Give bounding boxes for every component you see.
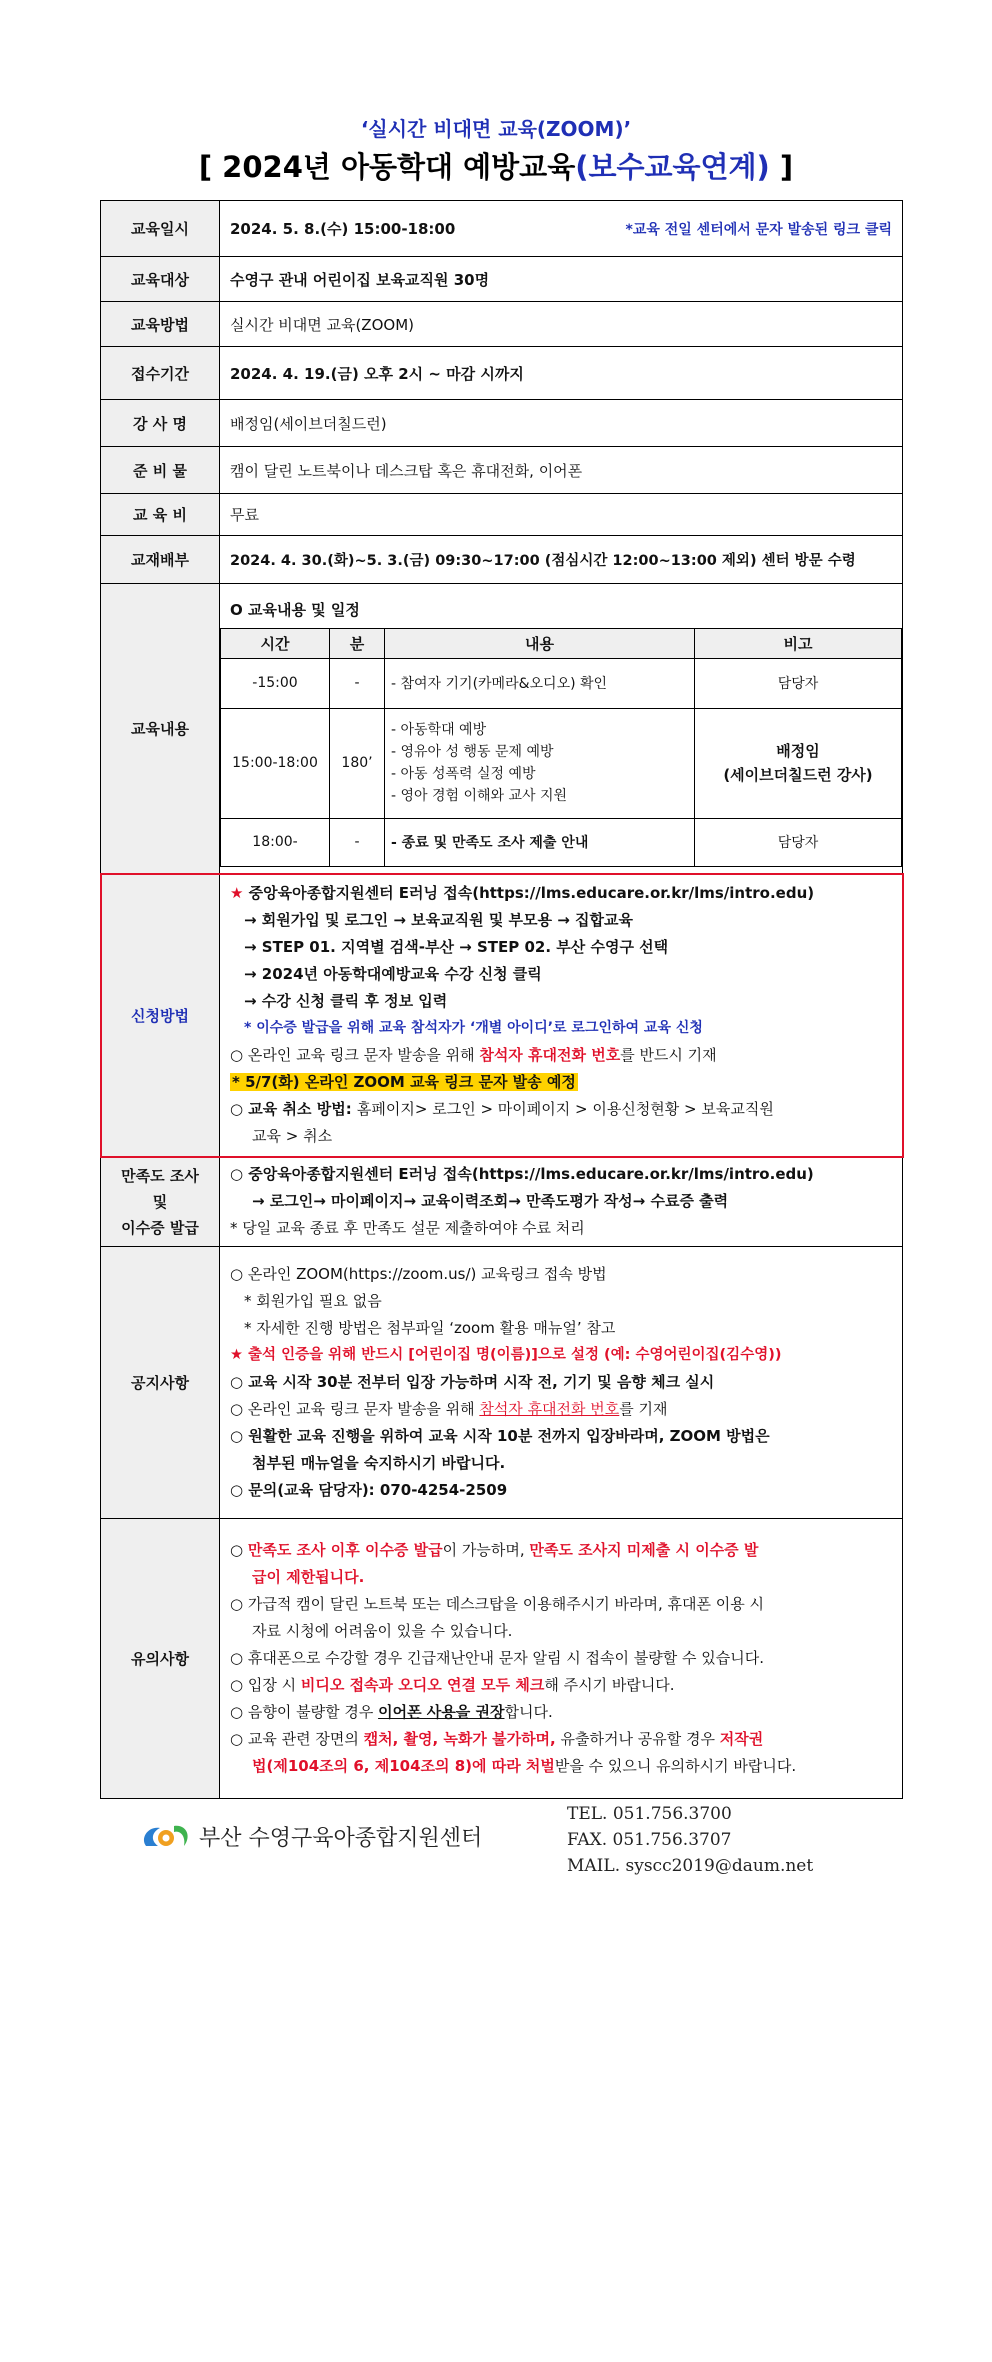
caution-3: ○ 휴대폰으로 수강할 경우 긴급재난안내 문자 알림 시 접속이 불량할 수 있습니다. bbox=[230, 1649, 764, 1667]
value-method: 실시간 비대면 교육(ZOOM) bbox=[220, 302, 903, 347]
survey-note: * 당일 교육 종료 후 만족도 설문 제출하여야 수료 처리 bbox=[230, 1219, 585, 1237]
cell-note: 담당자 bbox=[695, 658, 902, 708]
caution-5c: 합니다. bbox=[504, 1703, 553, 1721]
cell-time: 15:00-18:00 bbox=[221, 708, 330, 818]
row-period bbox=[101, 347, 903, 400]
notice-line-2: * 회원가입 필요 없음 bbox=[244, 1292, 382, 1310]
cell-note: 담당자 bbox=[695, 818, 902, 866]
caution-4c: 해 주시기 바랍니다. bbox=[544, 1676, 675, 1694]
cell-time: 18:00- bbox=[221, 818, 330, 866]
table-row bbox=[221, 818, 902, 866]
cell-item: - 종료 및 만족도 조사 제출 안내 bbox=[385, 818, 695, 866]
apply-phone-b: 참석자 휴대전화 번호 bbox=[479, 1046, 621, 1064]
caution-4b: 비디오 접속과 오디오 연결 모두 체크 bbox=[300, 1676, 545, 1694]
notice-line-7b: 첨부된 매뉴얼을 숙지하시기 바랍니다. bbox=[252, 1454, 506, 1472]
caution-5b: 이어폰 사용을 권장 bbox=[378, 1703, 505, 1721]
caution-5a: ○ 음향이 불량할 경우 bbox=[230, 1703, 379, 1721]
survey-step-2: → 로그인→ 마이페이지→ 교육이력조회→ 만족도평가 작성→ 수료증 출력 bbox=[252, 1192, 729, 1210]
caution-bullet: ○ bbox=[230, 1541, 248, 1559]
notice-line-5: ○ 교육 시작 30분 전부터 입장 가능하며 시작 전, 기기 및 음향 체크 실시 bbox=[230, 1373, 715, 1391]
schedule-table bbox=[220, 628, 902, 867]
caution-6f: 받을 수 있으니 유의하시기 바랍니다. bbox=[554, 1757, 797, 1775]
apply-step-1: 중앙육아종합지원센터 E러닝 접속(https://lms.educare.or.kr/lms/intro.edu) bbox=[243, 884, 815, 902]
value-period: 2024. 4. 19.(금) 오후 2시 ~ 마감 시까지 bbox=[220, 347, 903, 400]
org-name: 부산 수영구육아종합지원센터 bbox=[199, 1825, 483, 1851]
col-note: 비고 bbox=[695, 628, 902, 658]
value-lecturer: 배정임(세이브더칠드런) bbox=[220, 400, 903, 447]
caution-1c: 이 가능하며, bbox=[442, 1541, 530, 1559]
survey-step-1: ○ 중앙육아종합지원센터 E러닝 접속(https://lms.educare.or.kr/lms/intro.edu) bbox=[230, 1165, 814, 1183]
contact-fax: FAX. 051.756.3707 bbox=[567, 1830, 732, 1850]
value-target: 수영구 관내 어린이집 보육교직원 30명 bbox=[220, 257, 903, 302]
row-lecturer bbox=[101, 400, 903, 447]
org-logo bbox=[138, 1818, 482, 1854]
label-fee: 교 육 비 bbox=[101, 494, 220, 536]
row-prep bbox=[101, 447, 903, 494]
caution-1e: 급이 제한됩니다. bbox=[252, 1568, 365, 1586]
label-notice: 공지사항 bbox=[101, 1247, 220, 1519]
apply-step-5: → 수강 신청 클릭 후 정보 입력 bbox=[244, 992, 448, 1010]
caution-6e: 법(제104조의 6, 제104조의 8)에 따라 처벌 bbox=[252, 1757, 555, 1775]
col-time: 시간 bbox=[221, 628, 330, 658]
row-survey bbox=[101, 1157, 903, 1247]
row-content bbox=[101, 584, 903, 874]
label-prep: 준 비 물 bbox=[101, 447, 220, 494]
label-survey-1: 만족도 조사 bbox=[121, 1166, 199, 1185]
star-icon: ★ bbox=[230, 884, 244, 902]
document-title bbox=[0, 145, 992, 186]
cell-item: - 아동 성폭력 실정 예방 bbox=[391, 766, 536, 782]
notice-contact: ○ 문의(교육 담당자): 070-4254-2509 bbox=[230, 1481, 508, 1499]
row-fee bbox=[101, 494, 903, 536]
cell-min: - bbox=[330, 658, 385, 708]
cell-item: - 영유아 성 행동 문제 예방 bbox=[391, 744, 554, 760]
apply-phone-a: ○ 온라인 교육 링크 문자 발송을 위해 bbox=[230, 1046, 480, 1064]
value-fee: 무료 bbox=[220, 494, 903, 536]
cell-min: - bbox=[330, 818, 385, 866]
caution-2: ○ 가급적 캠이 달린 노트북 또는 데스크탑을 이용해주시기 바라며, 휴대폰 이용 시 bbox=[230, 1595, 764, 1613]
row-notice bbox=[101, 1247, 903, 1519]
label-materials: 교재배부 bbox=[101, 536, 220, 584]
contact-mail: MAIL. syscc2019@daum.net bbox=[567, 1856, 814, 1876]
notice-phone-b: 참석자 휴대전화 번호 bbox=[479, 1400, 620, 1418]
org-logo-icon bbox=[138, 1818, 193, 1854]
content-heading: O 교육내용 및 일정 bbox=[230, 600, 360, 619]
notice-line-3: * 자세한 진행 방법은 첨부파일 ‘zoom 활용 매뉴얼’ 참고 bbox=[244, 1319, 616, 1337]
row-caution bbox=[101, 1519, 903, 1799]
title-main: [ 2024년 아동학대 예방교육 bbox=[198, 150, 576, 184]
row-date bbox=[101, 201, 903, 257]
table-row bbox=[221, 708, 902, 818]
cell-note: 배정임 bbox=[776, 742, 820, 760]
notice-phone-a: ○ 온라인 교육 링크 문자 발송을 위해 bbox=[230, 1400, 480, 1418]
caution-2b: 자료 시청에 어려움이 있을 수 있습니다. bbox=[252, 1622, 513, 1640]
label-method: 교육방법 bbox=[101, 302, 220, 347]
caution-1b: 만족도 조사 이후 이수증 발급 bbox=[247, 1541, 443, 1559]
caution-6d: 저작권 bbox=[719, 1730, 764, 1748]
notice-phone-c: 를 기재 bbox=[619, 1400, 668, 1418]
label-caution: 유의사항 bbox=[101, 1519, 220, 1799]
label-target: 교육대상 bbox=[101, 257, 220, 302]
value-date: 2024. 5. 8.(수) 15:00-18:00 bbox=[230, 220, 456, 238]
apply-note: * 이수증 발급을 위해 교육 참석자가 ‘개별 아이디’로 로그인하여 교육 신청 bbox=[244, 1020, 703, 1036]
col-min: 분 bbox=[330, 628, 385, 658]
cell-min: 180’ bbox=[330, 708, 385, 818]
apply-step-3: → STEP 01. 지역별 검색-부산 → STEP 02. 부산 수영구 선택 bbox=[244, 938, 669, 956]
row-apply bbox=[101, 874, 903, 1157]
contact-tel: TEL. 051.756.3700 bbox=[567, 1804, 732, 1824]
cell-item: - 영아 경험 이해와 교사 지원 bbox=[391, 788, 568, 804]
label-lecturer: 강 사 명 bbox=[101, 400, 220, 447]
contact-info bbox=[567, 1801, 813, 1879]
schedule-header bbox=[221, 628, 902, 658]
label-apply: 신청방법 bbox=[101, 874, 220, 1157]
cell-item: - 아동학대 예방 bbox=[391, 722, 487, 738]
notice-line-1: ○ 온라인 ZOOM(https://zoom.us/) 교육링크 접속 방법 bbox=[230, 1265, 607, 1283]
label-survey-3: 이수증 발급 bbox=[121, 1218, 199, 1237]
info-table bbox=[100, 200, 903, 1799]
apply-cancel-a: ○ 교육 취소 방법: bbox=[230, 1100, 357, 1118]
apply-step-2: → 회원가입 및 로그인 → 보육교직원 및 부모용 → 집합교육 bbox=[244, 911, 633, 929]
row-target bbox=[101, 257, 903, 302]
note-link: *교육 전일 센터에서 문자 발송된 링크 클릭 bbox=[625, 221, 892, 238]
caution-4a: ○ 입장 시 bbox=[230, 1676, 301, 1694]
caution-1d: 만족도 조사지 미제출 시 이수증 발 bbox=[529, 1541, 759, 1559]
title-close: ] bbox=[769, 150, 794, 184]
col-content: 내용 bbox=[385, 628, 695, 658]
row-materials bbox=[101, 536, 903, 584]
cell-item: - 참여자 기기(카메라&오디오) 확인 bbox=[385, 658, 695, 708]
table-row bbox=[221, 658, 902, 708]
label-survey-2: 및 bbox=[152, 1192, 168, 1211]
caution-6a: ○ 교육 관련 장면의 bbox=[230, 1730, 364, 1748]
notice-line-7: ○ 원활한 교육 진행을 위하여 교육 시작 10분 전까지 입장바라며, ZOOM 방법은 bbox=[230, 1427, 770, 1445]
caution-6c: 유출하거나 공유할 경우 bbox=[555, 1730, 720, 1748]
value-materials: 2024. 4. 30.(화)~5. 3.(금) 09:30~17:00 (점심시간 12:00~13:00 제외) 센터 방문 수령 bbox=[220, 536, 903, 584]
caution-6b: 캡처, 촬영, 녹화가 불가하며, bbox=[363, 1730, 556, 1748]
row-method bbox=[101, 302, 903, 347]
label-period: 접수기간 bbox=[101, 347, 220, 400]
apply-sms-date: * 5/7(화) 온라인 ZOOM 교육 링크 문자 발송 예정 bbox=[232, 1073, 576, 1091]
apply-cancel-b: 홈페이지> 로그인 > 마이페이지 > 이용신청현황 > 보육교직원 bbox=[356, 1100, 774, 1118]
cell-time: -15:00 bbox=[221, 658, 330, 708]
document-subtitle: ‘실시간 비대면 교육(ZOOM)’ bbox=[360, 117, 632, 141]
label-date: 교육일시 bbox=[101, 201, 220, 257]
cell-note-sub: (세이브더칠드런 강사) bbox=[723, 766, 873, 784]
notice-line-4: ★ 출석 인증을 위해 반드시 [어린이집 명(이름)]으로 설정 (예: 수영어린이집(김수영)) bbox=[230, 1347, 782, 1363]
title-highlight: (보수교육연계) bbox=[575, 150, 770, 184]
apply-cancel-c: 교육 > 취소 bbox=[252, 1127, 333, 1145]
apply-phone-c: 를 반드시 기재 bbox=[620, 1046, 717, 1064]
value-prep: 캠이 달린 노트북이나 데스크탑 혹은 휴대전화, 이어폰 bbox=[220, 447, 903, 494]
apply-step-4: → 2024년 아동학대예방교육 수강 신청 클릭 bbox=[244, 965, 542, 983]
label-content: 교육내용 bbox=[101, 584, 220, 874]
